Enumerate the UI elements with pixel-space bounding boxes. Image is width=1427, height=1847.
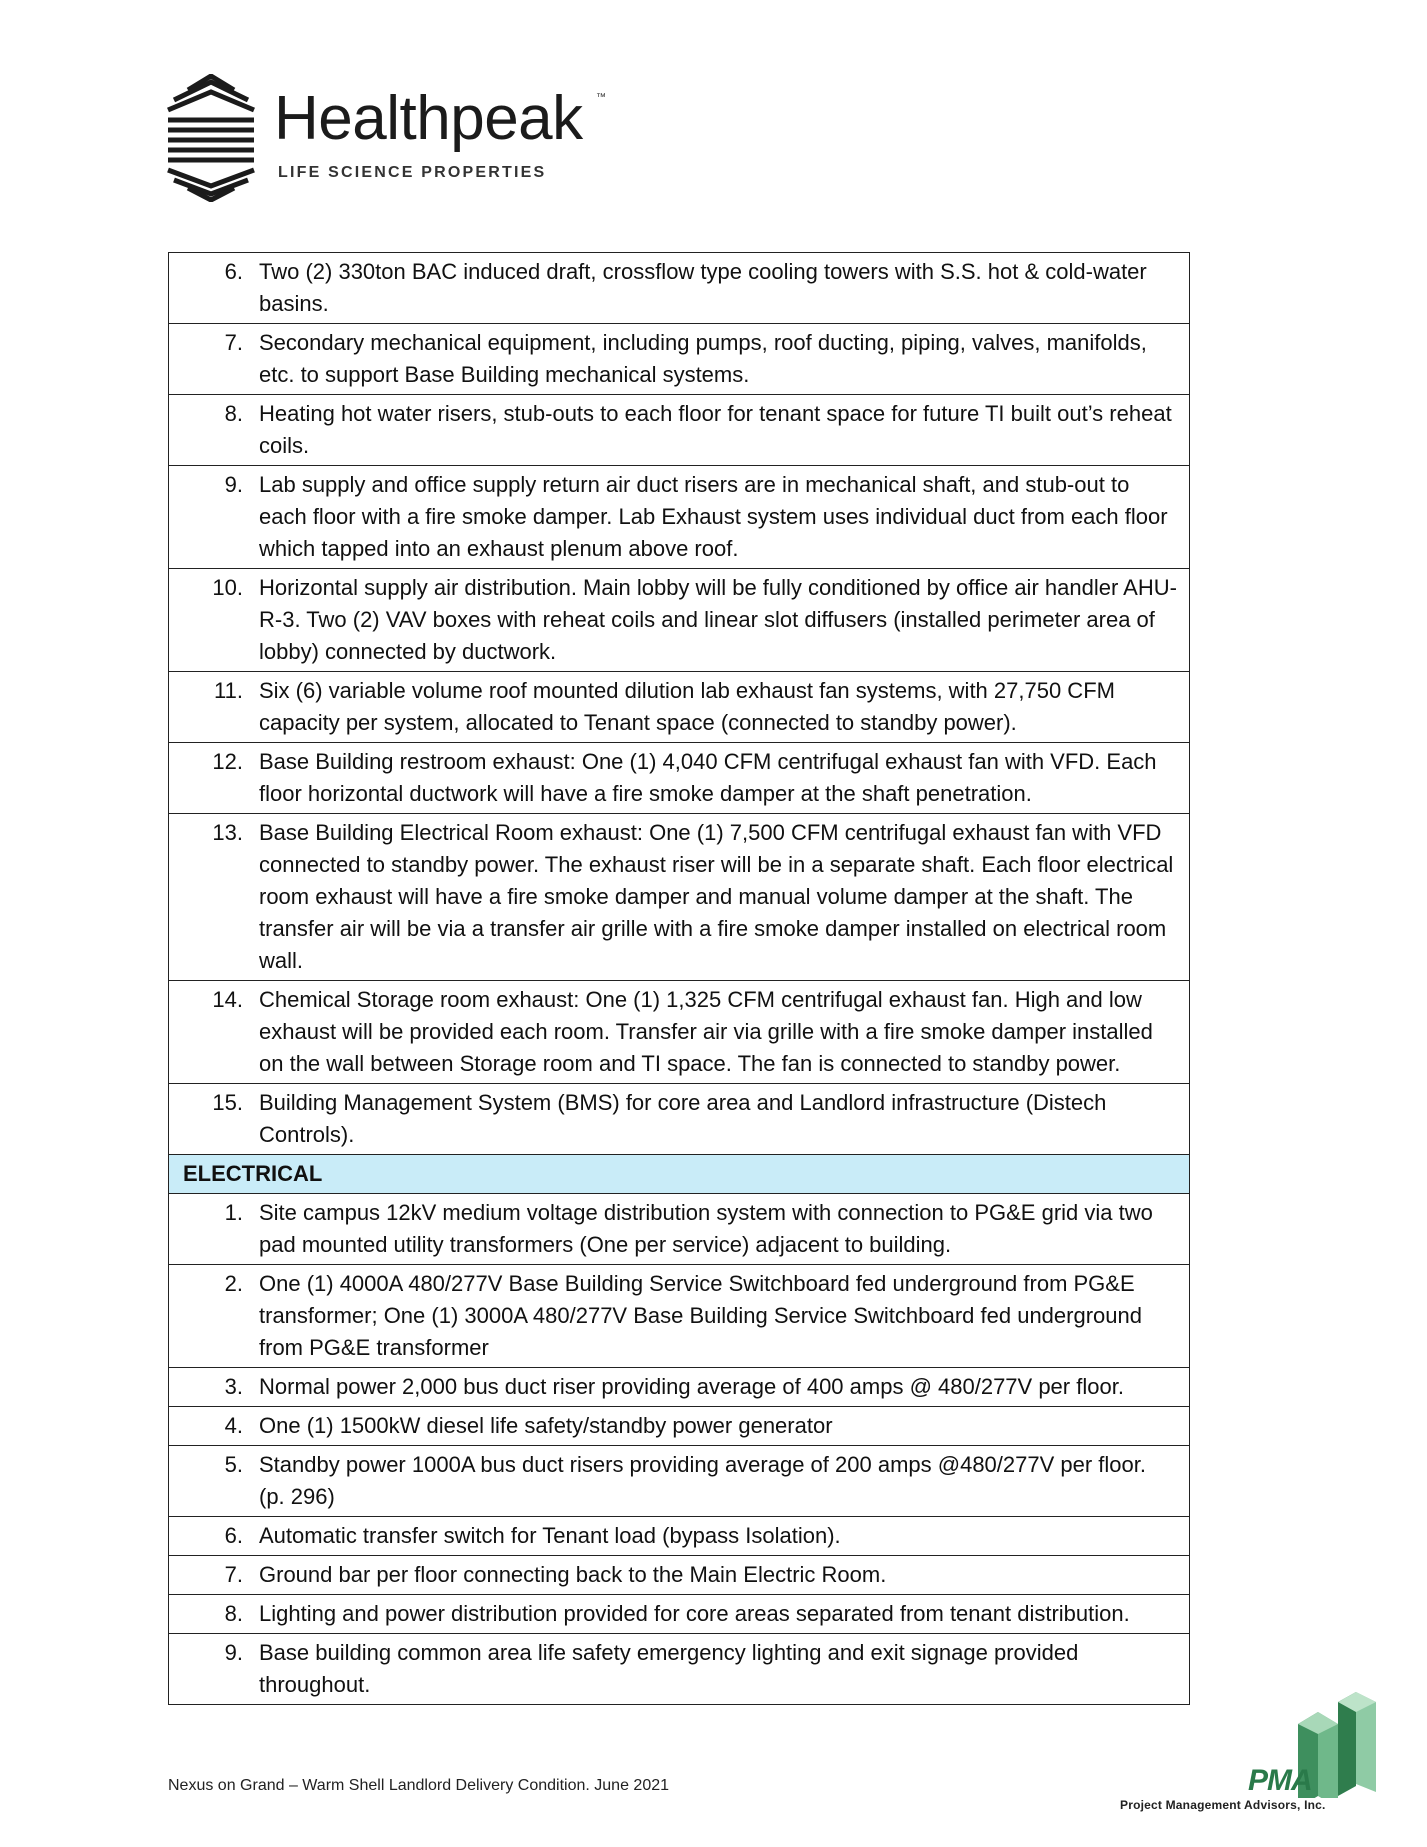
- item-text: Automatic transfer switch for Tenant load (bypass Isolation).: [259, 1523, 841, 1548]
- table-row: [169, 1194, 1190, 1265]
- item-number: 12.: [212, 749, 243, 774]
- table-cell: [169, 814, 1190, 981]
- table-cell: [169, 1407, 1190, 1446]
- list-item: [183, 1410, 1177, 1442]
- list-item: [183, 1559, 1177, 1591]
- list-item: [183, 1637, 1177, 1701]
- table-cell: [169, 1517, 1190, 1556]
- table-cell: [169, 1556, 1190, 1595]
- item-text: Site campus 12kV medium voltage distribution system with connection to PG&E grid via two pad mounted utility transformers (One per service) adjacent to building.: [259, 1200, 1153, 1257]
- section-heading: ELECTRICAL: [169, 1155, 1190, 1194]
- table-cell: [169, 981, 1190, 1084]
- item-text: Standby power 1000A bus duct risers providing average of 200 amps @480/277V per floor. (p. 296): [259, 1452, 1146, 1509]
- logo-name: Healthpeak: [274, 84, 583, 153]
- list-item: [183, 256, 1177, 320]
- table-cell: [169, 569, 1190, 672]
- item-number: 13.: [212, 820, 243, 845]
- table-row: [169, 1407, 1190, 1446]
- item-text: One (1) 4000A 480/277V Base Building Service Switchboard fed underground from PG&E transformer; One (1) 3000A 480/277V Base Building Service Switchboard fed underground from PG&E transformer: [259, 1271, 1142, 1360]
- table-cell: [169, 395, 1190, 466]
- table-cell: [169, 672, 1190, 743]
- table-cell: [169, 1084, 1190, 1155]
- list-item: [183, 1087, 1177, 1151]
- table-row: [169, 395, 1190, 466]
- list-item: [183, 1520, 1177, 1552]
- item-number: 9.: [224, 1640, 243, 1665]
- item-text: Heating hot water risers, stub-outs to each floor for tenant space for future TI built out’s reheat coils.: [259, 401, 1172, 458]
- table-cell: [169, 1595, 1190, 1634]
- table-row: [169, 569, 1190, 672]
- table-row: [169, 324, 1190, 395]
- list-item: [183, 1449, 1177, 1513]
- pma-brand: PMA: [1248, 1764, 1312, 1797]
- table-row: [169, 466, 1190, 569]
- item-number: 8.: [224, 401, 243, 426]
- list-item: [183, 469, 1177, 565]
- item-text: Two (2) 330ton BAC induced draft, crossflow type cooling towers with S.S. hot & cold-water basins.: [259, 259, 1147, 316]
- list-item: [183, 398, 1177, 462]
- item-text: Lab supply and office supply return air duct risers are in mechanical shaft, and stub-out to each floor with a fire smoke damper. Lab Exhaust system uses individual duct from each floor which tapped into an exhaust plenum above roof.: [259, 472, 1168, 561]
- list-item: [183, 817, 1177, 977]
- table-cell: [169, 466, 1190, 569]
- list-item: [183, 984, 1177, 1080]
- item-text: Lighting and power distribution provided for core areas separated from tenant distribution.: [259, 1601, 1130, 1626]
- item-number: 7.: [224, 1562, 243, 1587]
- list-item: [183, 1598, 1177, 1630]
- table-row: [169, 743, 1190, 814]
- table-cell: [169, 1194, 1190, 1265]
- list-item: [183, 746, 1177, 810]
- item-number: 5.: [224, 1452, 243, 1477]
- item-text: Ground bar per floor connecting back to the Main Electric Room.: [259, 1562, 887, 1587]
- item-number: 7.: [224, 330, 243, 355]
- table-cell: [169, 1446, 1190, 1517]
- pma-logo: [1120, 1688, 1390, 1828]
- table-cell: [169, 1265, 1190, 1368]
- logo-trademark: ™: [596, 92, 606, 103]
- item-number: 4.: [224, 1413, 243, 1438]
- item-text: Secondary mechanical equipment, including pumps, roof ducting, piping, valves, manifolds, etc. to support Base Building mechanical systems.: [259, 330, 1147, 387]
- table-row: [169, 981, 1190, 1084]
- electrical-section: [169, 1155, 1190, 1194]
- list-item: [183, 1268, 1177, 1364]
- table-row: [169, 1265, 1190, 1368]
- item-number: 2.: [224, 1271, 243, 1296]
- table-row: [169, 1556, 1190, 1595]
- item-text: Building Management System (BMS) for core area and Landlord infrastructure (Distech Controls).: [259, 1090, 1107, 1147]
- item-text: Six (6) variable volume roof mounted dilution lab exhaust fan systems, with 27,750 CFM capacity per system, allocated to Tenant space (connected to standby power).: [259, 678, 1115, 735]
- logo-tagline: LIFE SCIENCE PROPERTIES: [278, 164, 547, 181]
- table-row: [169, 1517, 1190, 1556]
- list-item: [183, 327, 1177, 391]
- footer-text: Nexus on Grand – Warm Shell Landlord Delivery Condition. June 2021: [168, 1777, 670, 1794]
- item-number: 15.: [212, 1090, 243, 1115]
- list-item: [183, 572, 1177, 668]
- item-number: 6.: [224, 1523, 243, 1548]
- list-item: [183, 675, 1177, 739]
- item-number: 10.: [212, 575, 243, 600]
- healthpeak-mark-icon: [166, 74, 256, 202]
- table-cell: [169, 253, 1190, 324]
- item-number: 3.: [224, 1374, 243, 1399]
- item-number: 11.: [214, 678, 243, 703]
- spec-table-wrapper: [168, 252, 1190, 1705]
- spec-table: [168, 252, 1190, 1705]
- healthpeak-logo: [166, 74, 626, 204]
- list-item: [183, 1371, 1177, 1403]
- table-row: [169, 814, 1190, 981]
- electrical-rows: [169, 1194, 1190, 1705]
- item-text: Base Building Electrical Room exhaust: One (1) 7,500 CFM centrifugal exhaust fan with VFD connected to standby power. The exhaust riser will be in a separate shaft. Each floor electrical room exhaust will have a fire smoke damper and manual volume damper at the shaft. The transfer air will be via a transfer air grille with a fire smoke damper installed on electrical room wall.: [259, 820, 1174, 973]
- item-text: Chemical Storage room exhaust: One (1) 1,325 CFM centrifugal exhaust fan. High and low exhaust will be provided each room. Transfer air via grille with a fire smoke damper installed on the wall between Storage room and TI space. The fan is connected to standby power.: [259, 987, 1153, 1076]
- table-cell: [169, 1368, 1190, 1407]
- item-text: Horizontal supply air distribution. Main lobby will be fully conditioned by office air handler AHU-R-3. Two (2) VAV boxes with reheat coils and linear slot diffusers (installed perimeter area of lobby) connected by ductwork.: [259, 575, 1177, 664]
- item-number: 1.: [224, 1200, 243, 1225]
- item-text: One (1) 1500kW diesel life safety/standby power generator: [259, 1413, 833, 1438]
- item-text: Base Building restroom exhaust: One (1) 4,040 CFM centrifugal exhaust fan with VFD. Each floor horizontal ductwork will have a fire smoke damper at the shaft penetration.: [259, 749, 1157, 806]
- table-row: [169, 1446, 1190, 1517]
- table-cell: [169, 324, 1190, 395]
- section-header-row: [169, 1155, 1190, 1194]
- list-item: [183, 1197, 1177, 1261]
- pma-caption: Project Management Advisors, Inc.: [1120, 1798, 1326, 1812]
- item-number: 9.: [224, 472, 243, 497]
- item-text: Base building common area life safety emergency lighting and exit signage provided throughout.: [259, 1640, 1079, 1697]
- mechanical-rows: [169, 253, 1190, 1155]
- item-number: 6.: [224, 259, 243, 284]
- item-number: 14.: [212, 987, 243, 1012]
- item-number: 8.: [224, 1601, 243, 1626]
- item-text: Normal power 2,000 bus duct riser providing average of 400 amps @ 480/277V per floor.: [259, 1374, 1124, 1399]
- table-row: [169, 1634, 1190, 1705]
- table-cell: [169, 743, 1190, 814]
- table-row: [169, 1368, 1190, 1407]
- table-row: [169, 672, 1190, 743]
- table-cell: [169, 1634, 1190, 1705]
- table-row: [169, 253, 1190, 324]
- table-row: [169, 1595, 1190, 1634]
- table-row: [169, 1084, 1190, 1155]
